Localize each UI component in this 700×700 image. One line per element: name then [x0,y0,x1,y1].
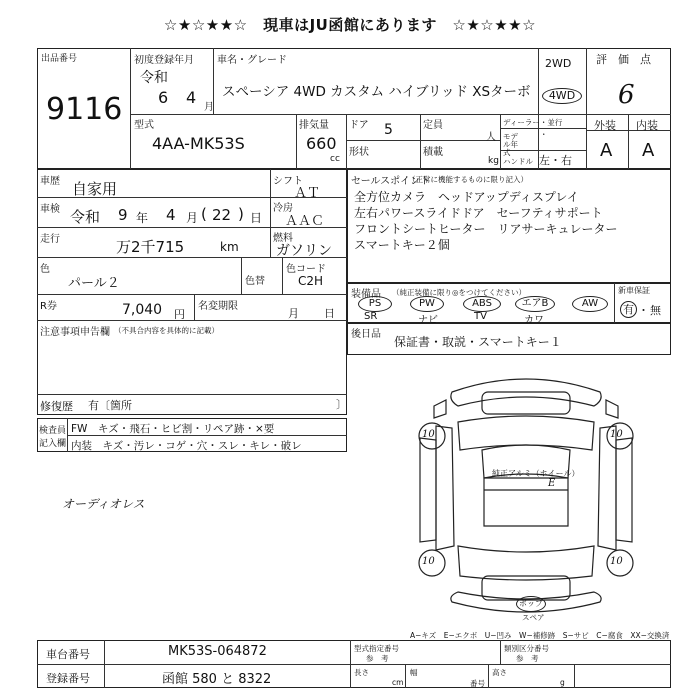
shape-label: 形状 [349,147,369,158]
drive-2wd: 2WD [545,57,572,70]
displacement-value: 660 [306,134,337,153]
repair-label: 修復歴 [40,400,73,413]
interior-grade: A [642,140,655,161]
chassis-label: 車台番号 [46,648,90,661]
displacement-unit: cc [330,154,340,164]
drive-4wd: 4WD [542,88,582,104]
equip-leather: カワ [524,315,544,326]
kg-unit: kg [488,156,499,166]
new-car-no: 無 [650,304,661,317]
doors-label: ドア [349,120,369,131]
interior-label: 内装 [636,119,658,132]
dealer-dot: ・ [540,130,548,139]
capacity-label: 定員 [423,120,443,131]
exterior-grade: A [600,140,613,161]
ac-value: ＡＡＣ [285,214,325,229]
after-label: 後日品 [351,329,381,340]
model-value: 4AA-MK53S [152,134,245,153]
sales-line-2: 左右パワースライドドア セーフティサポート [354,206,603,220]
length-unit: cm [392,678,404,687]
deadline-day: 日 [324,307,335,320]
fuel-label: 燃料 [273,233,293,244]
inspection-day: 22 [212,206,232,224]
car-diagram [396,370,656,625]
fuel-value: ガソリン [276,243,332,259]
plate-label: 登録番号 [46,672,90,685]
model-label: 型式 [134,120,154,131]
tire-rear-left: 10 [422,556,435,567]
deadline-month: 月 [288,307,299,320]
inspect-key-row1: FW キズ・飛石・ヒビ割・リペア跡・×要 [71,423,275,435]
height-label: 高さ [492,668,507,677]
num-label: 番号 [470,679,485,688]
equip-navi: ナビ [418,315,438,326]
notes-label: 注意事項申告欄 [40,327,110,338]
sales-line-1: 全方位カメラ ヘッドアップディスプレイ [354,190,579,204]
model-spec-label: 型式指定番号 [354,644,399,653]
tire-rear-right: 10 [610,556,623,567]
banner: ☆★☆★★☆ 現車はJU函館にあります ☆★☆★★☆ [163,16,537,34]
spare-label: スペア [522,613,545,622]
doors-value: 5 [384,122,393,138]
inspect-key-row2: 内装 キズ・汚レ・コゲ・穴・スレ・キレ・破レ [71,440,302,452]
class-ref: 参 考 [516,654,539,663]
new-car-sep: ・ [638,304,649,317]
spare-pop: ポップ [516,596,546,612]
equipment-sub: （純正装備に限り◎をつけてください） [392,288,527,297]
equip-sr: SR [364,311,378,322]
sales-title: セールスポイント [351,176,431,187]
equip-tv: TV [474,311,487,322]
inspection-day-close: ) [238,205,244,223]
shift-label: シフト [273,176,303,187]
reg-month-unit: 月 [204,102,214,113]
inspect-key-label1: 検査員 [39,426,67,436]
handle-label: ハンドル [503,157,533,166]
inspection-era: 令和 [70,208,101,226]
sales-sub: （正常に機能するものに限り記入） [408,175,528,184]
new-car-yes: 有 [620,301,637,318]
mileage-unit: km [220,240,239,254]
reg-year: 6 [158,88,169,107]
reg-month: 4 [186,88,197,107]
deadline-label: 名変期限 [198,301,238,312]
damage-legend: A−キズ E−エクボ U−凹み W−補修跡 S−サビ C−腐食 XX−交換済 [410,631,670,640]
dealer-label: ディーラー・並行 [503,118,563,127]
equip-airbag: エアB [515,296,555,312]
car-name: スペーシア 4WD カスタム ハイブリッド XSターボ [222,84,531,100]
sales-line-3: フロントシートヒーター リアサーキュレーター [354,222,618,236]
chassis-value: MK53S-064872 [168,644,267,659]
equip-pw: PW [410,296,444,312]
reg-era: 令和 [140,70,168,86]
ac-label: 冷房 [273,203,293,214]
shift-value: ＡＴ [294,186,321,201]
diagram-caption: 純正アルミ（ホイール） [492,469,580,478]
equip-aw: AW [572,296,608,312]
load-label: 積載 [423,147,443,158]
score-value: 6 [618,80,635,110]
inspection-month-unit: 月 [186,211,199,225]
g-unit: g [560,678,565,687]
capacity-unit: 人 [486,132,496,143]
equip-ps: PS [358,296,392,312]
plate-value: 函館 580 と 8322 [162,672,272,687]
tire-front-right: 10 [610,429,623,440]
repair-value: 有〔箇所 [88,399,132,412]
reg-label: 初度登録年月 [134,55,194,66]
lot-number: 9116 [46,92,123,127]
recycle-label: R券 [40,301,57,312]
equipment-title: 装備品 [351,289,381,300]
inspection-day-unit: 日 [250,211,263,225]
inspect-key-label2: 記入欄 [39,439,67,449]
color-label: 色 [40,264,50,275]
model-spec-ref: 参 考 [366,654,389,663]
history-label: 車歴 [40,176,60,187]
model-year-label: モデル年式 [503,132,518,157]
tire-front-left: 10 [422,429,435,440]
inspection-year: 9 [118,206,128,224]
equip-abs: ABS [463,296,501,312]
inspection-year-unit: 年 [136,211,149,225]
inspection-month: 4 [166,206,176,224]
color-code: C2H [298,274,324,288]
inspection-day-open: ( [201,205,207,223]
recycle-unit: 円 [174,308,185,321]
repair-close: 〕 [336,398,347,411]
handle-value: 左・右 [539,154,572,167]
class-label: 類別区分番号 [504,644,549,653]
sales-line-4: スマートキー２個 [354,238,450,252]
history-value: 自家用 [72,180,118,198]
width-label: 幅 [410,668,418,677]
score-label: 評 価 点 [596,53,651,66]
mileage-label: 走行 [40,234,60,245]
after-value: 保証書・取説・スマートキー１ [394,335,562,349]
handwritten-note: オーディオレス [62,497,145,511]
car-name-label: 車名・グレード [217,55,287,66]
exterior-label: 外装 [594,119,616,132]
displacement-label: 排気量 [299,120,329,131]
recycle-value: 7,040 [122,302,163,318]
repaint-label: 色替 [245,276,265,287]
new-car-label: 新車保証 [618,286,650,295]
inspection-label: 車検 [40,204,60,215]
notes-sub: （不具合内容を具体的に記載） [114,326,219,335]
color-value: パール２ [68,276,120,291]
mileage-value: 万2千715 [116,238,185,256]
damage-mark-e: E [548,478,556,489]
color-code-label: 色コード [286,264,326,275]
length-label: 長さ [354,668,369,677]
lot-label: 出品番号 [41,54,78,64]
